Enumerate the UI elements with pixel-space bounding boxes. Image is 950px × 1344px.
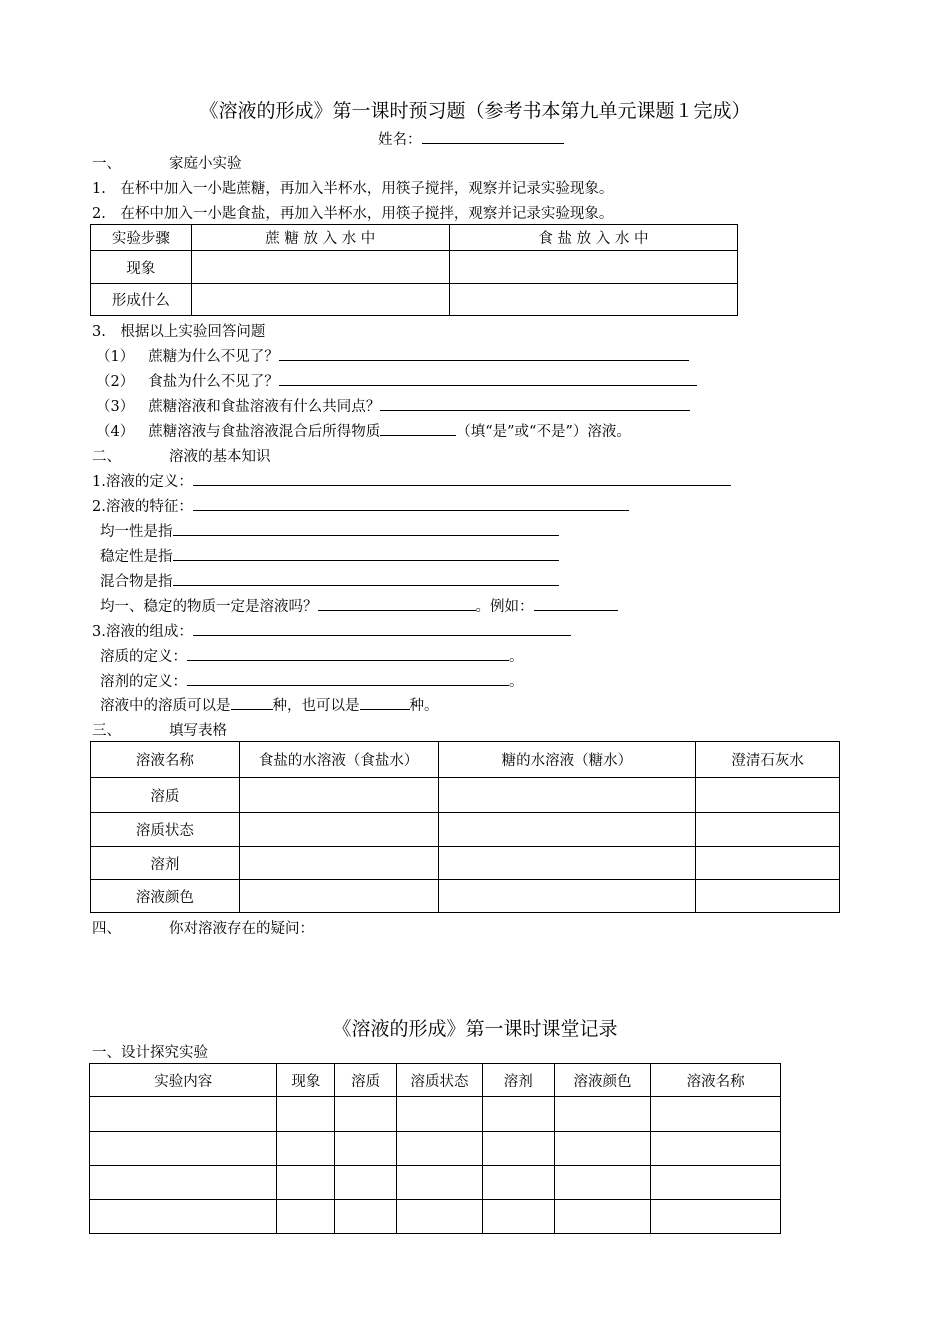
table-cell[interactable]	[554, 1166, 651, 1200]
section-number: 四、	[92, 921, 121, 937]
answer-blank[interactable]	[193, 470, 731, 486]
table-header: 食 盐 放 入 水 中	[449, 225, 737, 251]
label: 溶剂的定义：	[100, 674, 187, 690]
section-title: 填写表格	[169, 723, 227, 739]
question-text: 食盐为什么不见了？	[148, 374, 279, 390]
table-cell[interactable]	[90, 1166, 277, 1200]
experiment-step-2: 2. 在杯中加入一小匙食盐，再加入半杯水，用筷子搅拌，观察并记录实验现象。	[92, 206, 614, 222]
table-cell[interactable]	[482, 1200, 554, 1234]
table-header: 溶质	[335, 1064, 397, 1097]
answer-blank[interactable]	[380, 395, 690, 411]
answer-blank[interactable]	[360, 694, 410, 710]
table-cell[interactable]	[397, 1166, 483, 1200]
table-cell[interactable]	[191, 251, 449, 284]
question-text: 蔗糖溶液与食盐溶液混合后所得物质	[148, 424, 381, 440]
table-cell[interactable]	[90, 1200, 277, 1234]
solution-table	[90, 741, 840, 913]
solvent-definition	[100, 670, 524, 691]
table-header: 蔗 糖 放 入 水 中	[191, 225, 449, 251]
label: 稳定性是指	[100, 549, 173, 565]
uniform-stable-question	[100, 595, 618, 616]
table-cell[interactable]	[335, 1132, 397, 1166]
question-text: 蔗糖为什么不见了？	[148, 349, 279, 365]
experiment-table	[90, 224, 738, 316]
answer-blank[interactable]	[279, 345, 689, 361]
period: 。	[509, 674, 524, 690]
answer-blank[interactable]	[279, 370, 697, 386]
label: 均一性是指	[100, 524, 173, 540]
label: 。例如：	[475, 599, 534, 615]
question-number: （4）	[96, 424, 135, 440]
question-3-3	[96, 395, 690, 416]
row-label: 溶质	[91, 778, 240, 813]
table-row	[90, 1132, 781, 1166]
period: 。	[509, 649, 524, 665]
table-cell[interactable]	[438, 880, 696, 913]
answer-blank[interactable]	[173, 570, 559, 586]
table-cell[interactable]	[397, 1132, 483, 1166]
example-blank[interactable]	[534, 595, 618, 611]
table-cell[interactable]	[438, 778, 696, 813]
name-field[interactable]	[422, 128, 564, 144]
table-header: 食盐的水溶液（食盐水）	[239, 742, 438, 778]
table-cell[interactable]	[335, 1200, 397, 1234]
table-cell[interactable]	[449, 251, 737, 284]
solution-features	[92, 495, 629, 516]
table-header: 溶液名称	[651, 1064, 781, 1097]
solution-composition	[92, 620, 571, 641]
label: 溶质的定义：	[100, 649, 187, 665]
table-cell[interactable]	[335, 1166, 397, 1200]
table-row	[90, 1097, 781, 1132]
section-1-heading	[92, 152, 242, 173]
page-title: 《溶液的形成》第一课时预习题（参考书本第九单元课题１完成）	[199, 100, 751, 122]
section-4-heading	[92, 917, 314, 938]
uniformity	[100, 520, 559, 541]
answer-blank[interactable]	[193, 495, 629, 511]
table-header: 溶液颜色	[554, 1064, 651, 1097]
record-section-1-heading: 一、设计探究实验	[92, 1045, 208, 1061]
table-header: 溶液名称	[91, 742, 240, 778]
table-cell[interactable]	[696, 880, 840, 913]
label: 混合物是指	[100, 574, 173, 590]
answer-blank[interactable]	[187, 645, 509, 661]
answer-blank[interactable]	[187, 670, 509, 686]
table-cell[interactable]	[554, 1200, 651, 1234]
table-cell[interactable]	[696, 778, 840, 813]
row-label: 形成什么	[91, 284, 192, 316]
section-number: 二、	[92, 449, 121, 465]
experiment-record-table	[89, 1063, 781, 1234]
row-label: 溶剂	[91, 847, 240, 880]
table-header: 现象	[277, 1064, 335, 1097]
table-cell[interactable]	[239, 847, 438, 880]
record-title: 《溶液的形成》第一课时课堂记录	[332, 1018, 618, 1040]
question-3-1	[96, 345, 689, 366]
solution-definition	[92, 470, 731, 491]
table-cell[interactable]	[90, 1132, 277, 1166]
solute-types	[100, 694, 439, 715]
section-2-heading	[92, 445, 271, 466]
table-cell[interactable]	[239, 813, 438, 847]
table-header: 溶剂	[482, 1064, 554, 1097]
question-3-2	[96, 370, 697, 391]
table-row	[90, 1200, 781, 1234]
question-text-end: （填“是”或“不是”）溶液。	[456, 424, 631, 440]
section-3-heading	[92, 719, 227, 740]
experiment-step-1: 1. 在杯中加入一小匙蔗糖，再加入半杯水，用筷子搅拌，观察并记录实验现象。	[92, 181, 614, 197]
question-3: 3. 根据以上实验回答问题	[92, 324, 266, 340]
solute-definition	[100, 645, 524, 666]
table-cell[interactable]	[277, 1097, 335, 1132]
label: 均一、稳定的物质一定是溶液吗？	[100, 599, 318, 615]
label: 1.溶液的定义：	[92, 474, 193, 490]
table-cell[interactable]	[482, 1132, 554, 1166]
table-cell[interactable]	[277, 1132, 335, 1166]
table-cell[interactable]	[696, 813, 840, 847]
table-header: 实验步骤	[91, 225, 192, 251]
table-cell[interactable]	[277, 1200, 335, 1234]
table-cell[interactable]	[696, 847, 840, 880]
table-header: 溶质状态	[397, 1064, 483, 1097]
table-header: 糖的水溶液（糖水）	[438, 742, 696, 778]
label: 种。	[409, 698, 439, 714]
table-cell[interactable]	[335, 1097, 397, 1132]
table-cell[interactable]	[239, 880, 438, 913]
table-cell[interactable]	[397, 1097, 483, 1132]
label: 溶液中的溶质可以是	[100, 698, 231, 714]
question-number: （2）	[96, 374, 135, 390]
answer-blank[interactable]	[231, 694, 273, 710]
table-cell[interactable]	[554, 1097, 651, 1132]
question-3-4	[96, 420, 631, 441]
row-label: 溶液颜色	[91, 880, 240, 913]
table-cell[interactable]	[191, 284, 449, 316]
table-cell[interactable]	[651, 1132, 781, 1166]
answer-blank[interactable]	[318, 595, 476, 611]
question-number: （3）	[96, 399, 135, 415]
table-cell[interactable]	[651, 1097, 781, 1132]
table-cell[interactable]	[554, 1132, 651, 1166]
name-label: 姓名：	[378, 132, 422, 148]
table-header: 实验内容	[90, 1064, 277, 1097]
answer-blank[interactable]	[193, 620, 571, 636]
row-label: 现象	[91, 251, 192, 284]
section-number: 三、	[92, 723, 121, 739]
section-number: 一、	[92, 156, 121, 172]
section-title: 家庭小实验	[169, 156, 242, 172]
table-row	[90, 1166, 781, 1200]
section-title: 你对溶液存在的疑问：	[169, 921, 314, 937]
answer-blank[interactable]	[173, 545, 559, 561]
table-cell[interactable]	[482, 1166, 554, 1200]
answer-blank[interactable]	[173, 520, 559, 536]
question-number: （1）	[96, 349, 135, 365]
table-cell[interactable]	[449, 284, 737, 316]
table-header: 澄清石灰水	[696, 742, 840, 778]
section-title: 溶液的基本知识	[169, 449, 271, 465]
table-cell[interactable]	[651, 1200, 781, 1234]
table-cell[interactable]	[482, 1097, 554, 1132]
mixture	[100, 570, 559, 591]
table-cell[interactable]	[239, 778, 438, 813]
table-cell[interactable]	[397, 1200, 483, 1234]
table-cell[interactable]	[90, 1097, 277, 1132]
table-cell[interactable]	[438, 813, 696, 847]
label: 种，也可以是	[272, 698, 360, 714]
answer-blank[interactable]	[380, 420, 456, 436]
table-cell[interactable]	[651, 1166, 781, 1200]
name-line	[378, 128, 564, 149]
table-cell[interactable]	[277, 1166, 335, 1200]
question-text: 蔗糖溶液和食盐溶液有什么共同点？	[148, 399, 381, 415]
row-label: 溶质状态	[91, 813, 240, 847]
label: 3.溶液的组成：	[92, 624, 193, 640]
table-cell[interactable]	[438, 847, 696, 880]
label: 2.溶液的特征：	[92, 499, 193, 515]
stability	[100, 545, 559, 566]
